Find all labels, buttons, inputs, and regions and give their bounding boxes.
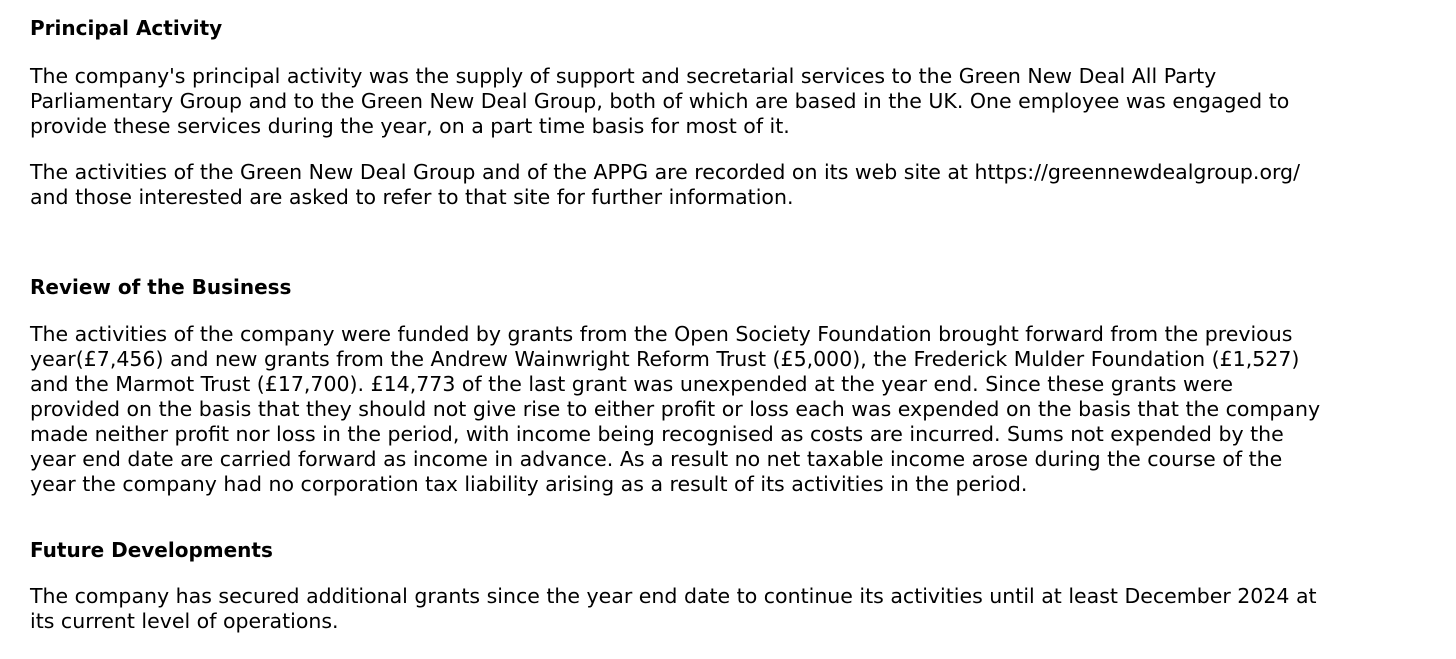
heading-principal-activity: Principal Activity <box>30 16 223 40</box>
text-line: The company has secured additional grants since the year end date to continue its activities until at least December 2024 at <box>30 584 1317 608</box>
text-line: its current level of operations. <box>30 609 339 633</box>
heading-future-developments: Future Developments <box>30 538 273 562</box>
text-line: The activities of the Green New Deal Group and of the APPG are recorded on its web site at https://greennewdealgroup.org/ <box>30 160 1300 184</box>
text-line: and those interested are asked to refer to that site for further information. <box>30 185 794 209</box>
text-line: provide these services during the year, on a part time basis for most of it. <box>30 114 790 138</box>
text-line: Parliamentary Group and to the Green New Deal Group, both of which are based in the UK. One employee was engaged to <box>30 89 1290 113</box>
text-line: and the Marmot Trust (£17,700). £14,773 of the last grant was unexpended at the year end. Since these grants were <box>30 372 1233 396</box>
text-line: year(£7,456) and new grants from the Andrew Wainwright Reform Trust (£5,000), the Frederick Mulder Foundation (£1,527) <box>30 347 1300 371</box>
text-line: The activities of the company were funded by grants from the Open Society Foundation brought forward from the previous <box>30 322 1293 346</box>
text-line: made neither profit nor loss in the period, with income being recognised as costs are incurred. Sums not expended by the <box>30 422 1284 446</box>
text-line: The company's principal activity was the supply of support and secretarial services to the Green New Deal All Party <box>30 64 1217 88</box>
text-line: year the company had no corporation tax liability arising as a result of its activities in the period. <box>30 472 1028 496</box>
heading-review-of-business: Review of the Business <box>30 275 292 299</box>
text-line: provided on the basis that they should not give rise to either profit or loss each was expended on the basis that the company <box>30 397 1321 421</box>
text-line: year end date are carried forward as income in advance. As a result no net taxable income arose during the course of the <box>30 447 1283 471</box>
